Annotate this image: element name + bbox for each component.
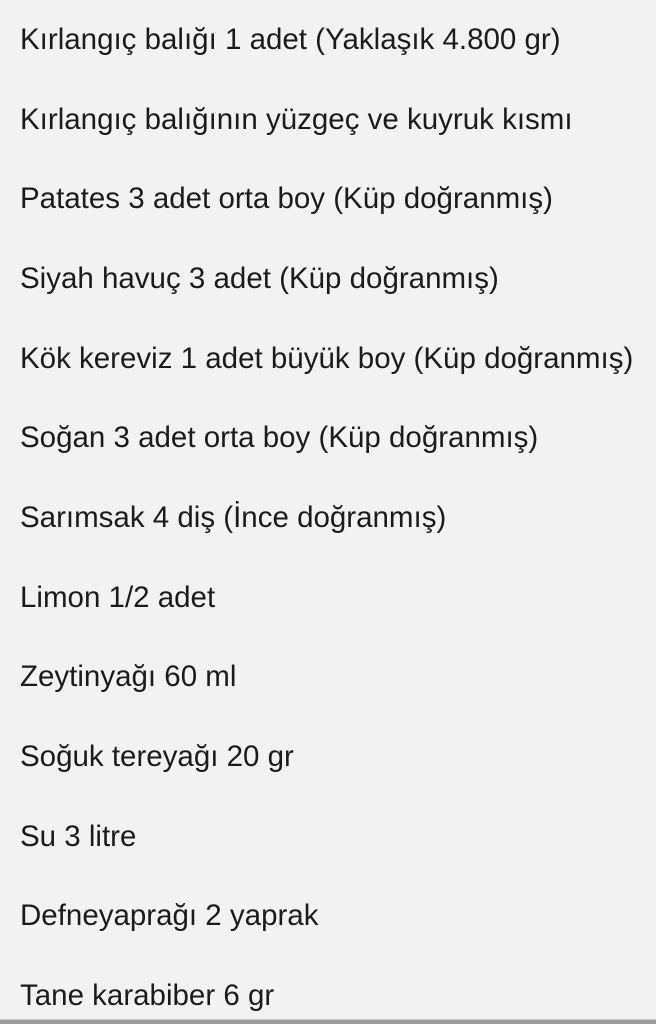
ingredient-line: Kırlangıç balığı 1 adet (Yaklaşık 4.800 gr) [20,22,561,56]
bottom-divider [0,1019,656,1024]
ingredient-line: Siyah havuç 3 adet (Küp doğranmış) [20,261,499,295]
ingredient-line: Soğuk tereyağı 20 gr [20,740,294,774]
ingredient-line: Zeytinyağı 60 ml [20,660,237,694]
ingredient-line: Limon 1/2 adet [20,580,216,614]
ingredient-line: Soğan 3 adet orta boy (Küp doğranmış) [20,421,539,455]
ingredient-line: Su 3 litre [20,819,137,853]
ingredient-line: Defneyaprağı 2 yaprak [20,899,319,933]
ingredient-line: Tane karabiber 6 gr [20,979,275,1013]
ingredient-line: Sarımsak 4 diş (İnce doğranmış) [20,501,447,534]
ingredient-line: Kök kereviz 1 adet büyük boy (Küp doğranmış) [20,341,634,375]
ingredient-line: Kırlangıç balığının yüzgeç ve kuyruk kısmı [20,102,573,136]
ingredient-list [20,0,636,1024]
ingredient-line: Patates 3 adet orta boy (Küp doğranmış) [20,182,553,216]
